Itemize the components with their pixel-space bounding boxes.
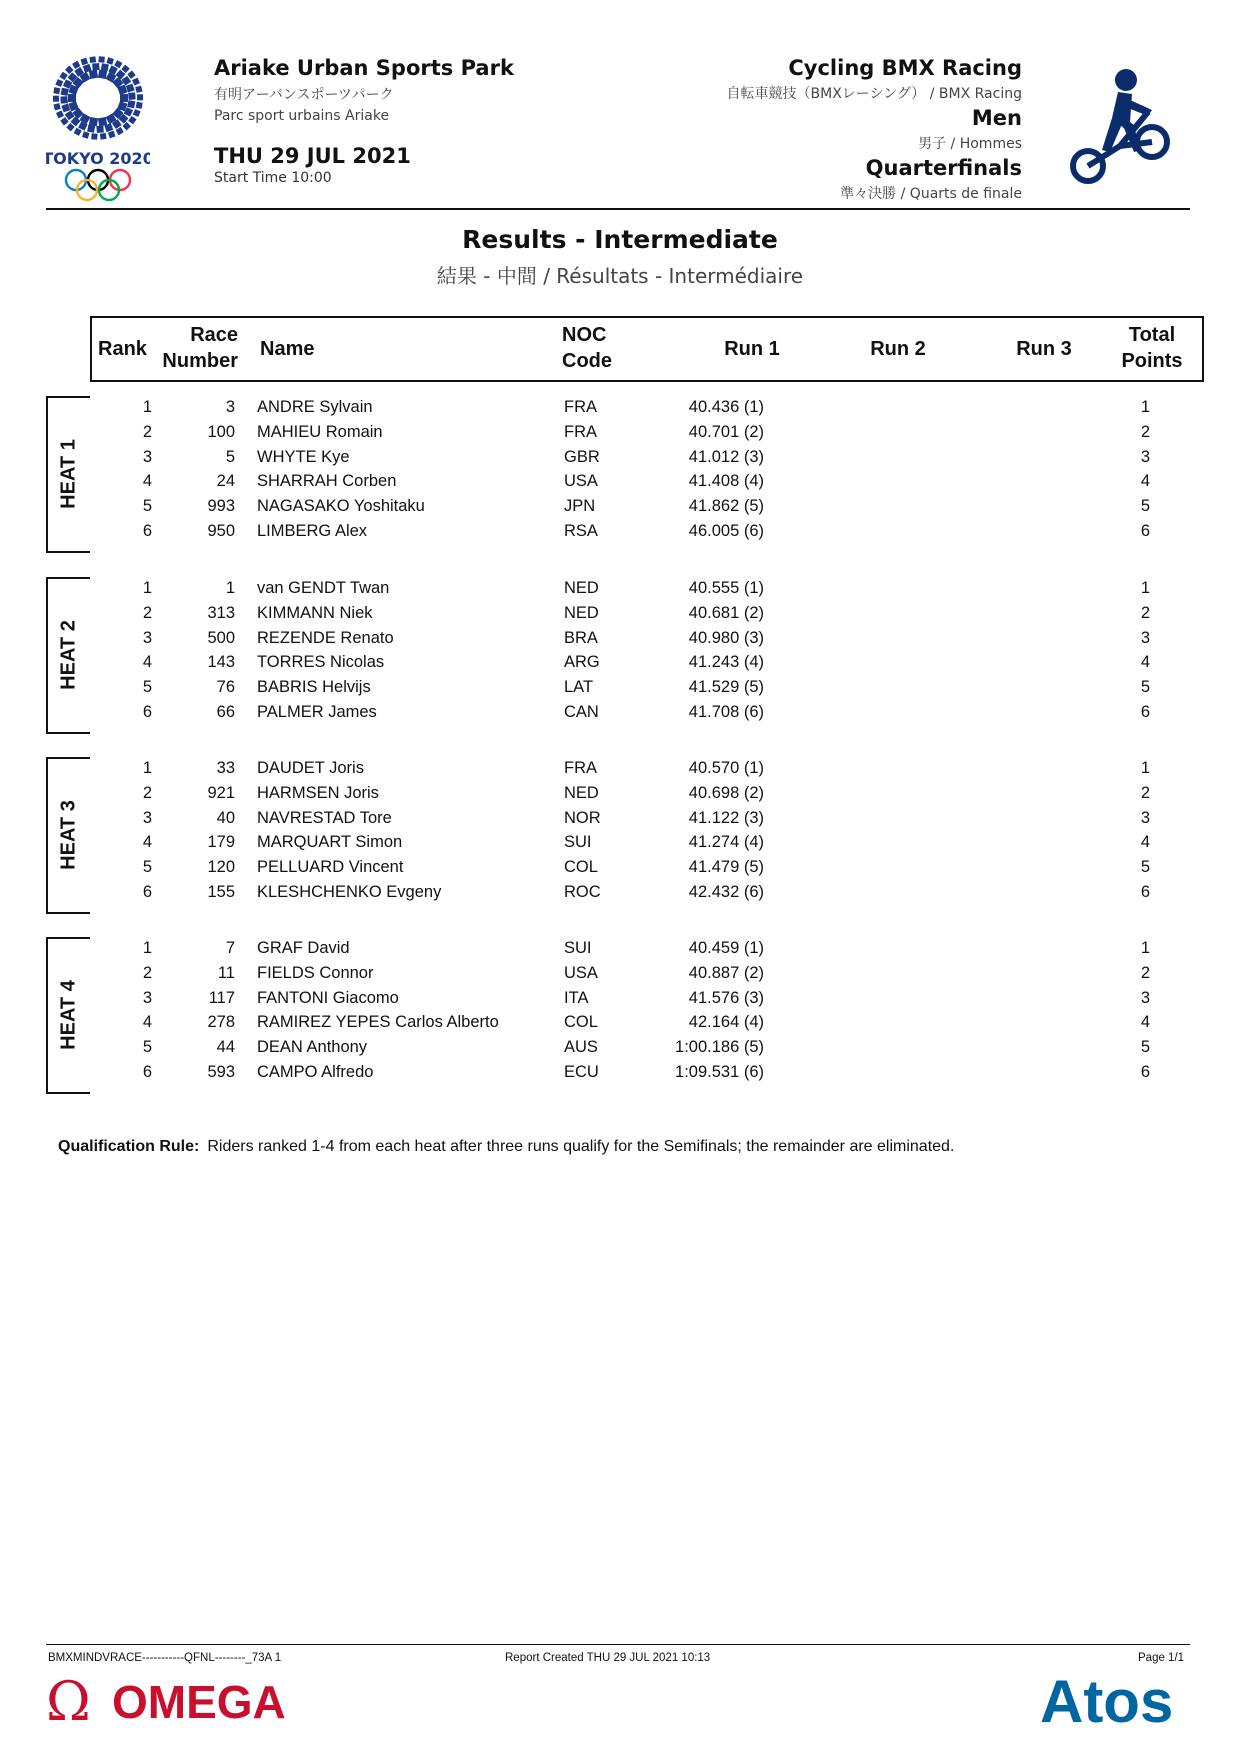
run1-cell: 41.274 (4) bbox=[688, 833, 764, 852]
name-cell: PALMER James bbox=[257, 703, 377, 721]
discipline: Cycling BMX Racing bbox=[788, 56, 1022, 80]
race-number-cell: 66 bbox=[216, 703, 235, 721]
race-number-cell: 921 bbox=[207, 783, 235, 802]
total-points-cell: 3 bbox=[1140, 808, 1150, 827]
run1-cell: 40.698 (2) bbox=[688, 783, 764, 802]
venue-name-ja: 有明アーバンスポーツパーク bbox=[214, 87, 394, 103]
name-cell: HARMSEN Joris bbox=[257, 783, 379, 802]
footer-divider bbox=[46, 1644, 1190, 1645]
atos-logo bbox=[1040, 1668, 1192, 1730]
page-number: Page 1/1 bbox=[1138, 1652, 1185, 1664]
run1-cell: 41.479 (5) bbox=[688, 858, 764, 877]
report-title: Results - Intermediate bbox=[462, 225, 778, 254]
table-row bbox=[0, 495, 1240, 520]
rank-cell: 4 bbox=[142, 472, 152, 491]
total-points-cell: 2 bbox=[1140, 963, 1150, 982]
race-number-cell: 117 bbox=[208, 988, 235, 1007]
heat-label: HEAT 4 bbox=[57, 980, 80, 1051]
noc-cell: JPN bbox=[564, 497, 596, 516]
run1-cell: 40.436 (1) bbox=[688, 398, 764, 416]
total-points-cell: 6 bbox=[1140, 522, 1150, 540]
race-number-cell: 3 bbox=[225, 398, 235, 416]
report-code: BMXMINDVRACE-----------QFNL--------_73A 1 bbox=[48, 1652, 282, 1664]
total-points-cell: 4 bbox=[1140, 833, 1150, 852]
name-cell: BABRIS Helvijs bbox=[257, 678, 371, 697]
race-number-cell: 33 bbox=[216, 759, 235, 777]
svg-text:OMEGA: OMEGA bbox=[112, 1676, 286, 1728]
table-row bbox=[0, 602, 1240, 627]
gender-sub: 男子 / Hommes bbox=[918, 136, 1022, 152]
table-row bbox=[0, 676, 1240, 701]
run1-cell: 41.408 (4) bbox=[688, 472, 764, 491]
run1-cell: 41.122 (3) bbox=[688, 808, 764, 827]
table-row bbox=[0, 807, 1240, 832]
svg-text:Atos: Atos bbox=[1040, 1668, 1174, 1730]
name-cell: FIELDS Connor bbox=[257, 963, 374, 982]
rank-cell: 1 bbox=[142, 759, 152, 777]
race-number-cell: 593 bbox=[207, 1063, 235, 1081]
race-number-cell: 120 bbox=[207, 858, 235, 877]
total-points-cell: 1 bbox=[1140, 398, 1150, 416]
noc-cell: BRA bbox=[564, 628, 598, 647]
run1-cell: 40.701 (2) bbox=[688, 422, 764, 441]
name-cell: MAHIEU Romain bbox=[257, 422, 383, 441]
start-time: Start Time 10:00 bbox=[214, 170, 332, 186]
rank-cell: 4 bbox=[142, 1013, 152, 1032]
noc-cell: FRA bbox=[564, 398, 597, 416]
name-cell: TORRES Nicolas bbox=[257, 653, 385, 672]
table-row bbox=[0, 881, 1240, 906]
name-cell: NAGASAKO Yoshitaku bbox=[257, 497, 425, 516]
gender: Men bbox=[971, 106, 1022, 130]
race-number-cell: 7 bbox=[225, 939, 235, 957]
run1-cell: 40.980 (3) bbox=[688, 628, 764, 647]
qualification-label: Qualification Rule: bbox=[58, 1138, 200, 1155]
race-number-cell: 1 bbox=[225, 579, 235, 597]
race-number-cell: 155 bbox=[207, 883, 235, 901]
rank-cell: 1 bbox=[142, 398, 152, 416]
run1-cell: 41.243 (4) bbox=[688, 653, 764, 672]
name-cell: WHYTE Kye bbox=[257, 447, 350, 466]
name-cell: DAUDET Joris bbox=[257, 759, 364, 777]
heat-label: HEAT 1 bbox=[57, 439, 80, 510]
noc-cell: NOR bbox=[564, 808, 601, 827]
results-table-header bbox=[90, 316, 1204, 382]
name-cell: NAVRESTAD Tore bbox=[257, 808, 392, 827]
table-row bbox=[0, 782, 1240, 807]
col-rank: Rank bbox=[98, 338, 147, 360]
race-number-cell: 179 bbox=[207, 833, 235, 852]
rank-cell: 2 bbox=[142, 783, 152, 802]
total-points-cell: 6 bbox=[1140, 883, 1150, 901]
noc-cell: CAN bbox=[564, 703, 599, 721]
name-cell: LIMBERG Alex bbox=[257, 522, 368, 540]
rank-cell: 6 bbox=[142, 1063, 152, 1081]
col-noc: NOC Code bbox=[562, 324, 612, 372]
tokyo-2020-emblem-icon bbox=[53, 56, 143, 140]
rank-cell: 6 bbox=[142, 522, 152, 540]
report-created: Report Created THU 29 JUL 2021 10:13 bbox=[505, 1652, 711, 1664]
race-number-cell: 278 bbox=[207, 1013, 235, 1032]
rank-cell: 5 bbox=[142, 497, 152, 516]
heat-label: HEAT 3 bbox=[57, 800, 80, 871]
rank-cell: 5 bbox=[142, 1038, 152, 1057]
rank-cell: 1 bbox=[142, 579, 152, 597]
qualification-text: Riders ranked 1-4 from each heat after three runs qualify for the Semifinals; the remainder are eliminated. bbox=[207, 1138, 955, 1155]
total-points-cell: 3 bbox=[1140, 628, 1150, 647]
col-run3: Run 3 bbox=[1016, 338, 1072, 360]
noc-cell: USA bbox=[564, 963, 598, 982]
race-number-cell: 993 bbox=[207, 497, 235, 516]
noc-cell: LAT bbox=[564, 678, 594, 697]
qualification-rule bbox=[58, 1138, 954, 1156]
name-cell: ANDRE Sylvain bbox=[257, 398, 373, 416]
noc-cell: NED bbox=[564, 603, 599, 622]
total-points-cell: 4 bbox=[1140, 472, 1150, 491]
total-points-cell: 2 bbox=[1140, 603, 1150, 622]
tokyo-2020-wordmark: TOKYO 2020 bbox=[46, 149, 150, 168]
race-number-cell: 100 bbox=[207, 422, 235, 441]
run1-cell: 41.576 (3) bbox=[688, 988, 764, 1007]
run1-cell: 40.887 (2) bbox=[688, 963, 764, 982]
noc-cell: NED bbox=[564, 783, 599, 802]
noc-cell: AUS bbox=[564, 1038, 598, 1057]
rank-cell: 2 bbox=[142, 603, 152, 622]
rank-cell: 3 bbox=[142, 988, 152, 1007]
col-name: Name bbox=[260, 338, 315, 360]
phase-sub: 準々決勝 / Quarts de finale bbox=[840, 186, 1022, 202]
bmx-pictogram-icon bbox=[1068, 66, 1172, 192]
name-cell: DEAN Anthony bbox=[257, 1038, 368, 1057]
svg-text:Ω: Ω bbox=[46, 1672, 91, 1728]
name-cell: CAMPO Alfredo bbox=[257, 1063, 374, 1081]
rank-cell: 4 bbox=[142, 833, 152, 852]
run1-cell: 41.862 (5) bbox=[688, 497, 764, 516]
total-points-cell: 5 bbox=[1140, 497, 1150, 516]
heat-label: HEAT 2 bbox=[57, 620, 80, 691]
race-number-cell: 5 bbox=[225, 447, 235, 466]
total-points-cell: 5 bbox=[1140, 678, 1150, 697]
table-row bbox=[0, 470, 1240, 495]
run1-cell: 40.459 (1) bbox=[688, 939, 764, 957]
report-subtitle: 結果 - 中間 / Résultats - Intermédiaire bbox=[436, 264, 804, 288]
table-row bbox=[0, 1061, 1240, 1086]
noc-cell: SUI bbox=[564, 939, 592, 957]
rank-cell: 6 bbox=[142, 703, 152, 721]
discipline-sub: 自転車競技（BMXレーシング） / BMX Racing bbox=[726, 86, 1022, 102]
tokyo-2020-logo bbox=[46, 54, 150, 204]
col-race-number: Race Number bbox=[162, 324, 238, 372]
noc-cell: FRA bbox=[564, 422, 597, 441]
noc-cell: COL bbox=[564, 1013, 598, 1032]
table-row bbox=[0, 627, 1240, 652]
table-row bbox=[0, 757, 1240, 782]
run1-cell: 1:09.531 (6) bbox=[675, 1063, 764, 1081]
race-number-cell: 143 bbox=[207, 653, 235, 672]
table-row bbox=[0, 396, 1240, 421]
race-number-cell: 40 bbox=[216, 808, 235, 827]
table-row bbox=[0, 446, 1240, 471]
run1-cell: 40.681 (2) bbox=[688, 603, 764, 622]
run1-cell: 1:00.186 (5) bbox=[675, 1038, 764, 1057]
noc-cell: FRA bbox=[564, 759, 597, 777]
col-run2: Run 2 bbox=[870, 338, 926, 360]
name-cell: RAMIREZ YEPES Carlos Alberto bbox=[257, 1013, 499, 1032]
rank-cell: 5 bbox=[142, 858, 152, 877]
noc-cell: NED bbox=[564, 579, 599, 597]
rank-cell: 1 bbox=[142, 939, 152, 957]
table-row bbox=[0, 987, 1240, 1012]
total-points-cell: 4 bbox=[1140, 1013, 1150, 1032]
col-total-points: Total Points bbox=[1121, 324, 1183, 372]
race-number-cell: 950 bbox=[207, 522, 235, 540]
run1-cell: 46.005 (6) bbox=[688, 522, 764, 540]
name-cell: FANTONI Giacomo bbox=[257, 988, 399, 1007]
name-cell: REZENDE Renato bbox=[257, 628, 394, 647]
run1-cell: 40.555 (1) bbox=[688, 579, 764, 597]
noc-cell: RSA bbox=[564, 522, 598, 540]
table-row bbox=[0, 831, 1240, 856]
total-points-cell: 2 bbox=[1140, 422, 1150, 441]
total-points-cell: 1 bbox=[1140, 579, 1150, 597]
race-number-cell: 44 bbox=[216, 1038, 235, 1057]
table-row bbox=[0, 1011, 1240, 1036]
race-number-cell: 76 bbox=[216, 678, 235, 697]
rank-cell: 3 bbox=[142, 808, 152, 827]
run1-cell: 40.570 (1) bbox=[688, 759, 764, 777]
run1-cell: 42.432 (6) bbox=[688, 883, 764, 901]
event-date: THU 29 JUL 2021 bbox=[214, 144, 411, 168]
total-points-cell: 5 bbox=[1140, 858, 1150, 877]
table-row bbox=[0, 701, 1240, 726]
noc-cell: SUI bbox=[564, 833, 592, 852]
noc-cell: ROC bbox=[564, 883, 601, 901]
rank-cell: 4 bbox=[142, 653, 152, 672]
run1-cell: 41.529 (5) bbox=[688, 678, 764, 697]
omega-logo bbox=[46, 1672, 326, 1728]
total-points-cell: 3 bbox=[1140, 988, 1150, 1007]
total-points-cell: 6 bbox=[1140, 1063, 1150, 1081]
name-cell: GRAF David bbox=[257, 939, 350, 957]
venue-name: Ariake Urban Sports Park bbox=[214, 56, 514, 80]
total-points-cell: 3 bbox=[1140, 447, 1150, 466]
run1-cell: 41.708 (6) bbox=[688, 703, 764, 721]
phase: Quarterfinals bbox=[865, 156, 1022, 180]
table-row bbox=[0, 1036, 1240, 1061]
name-cell: van GENDT Twan bbox=[257, 579, 390, 597]
name-cell: KIMMANN Niek bbox=[257, 603, 373, 622]
table-row bbox=[0, 421, 1240, 446]
rank-cell: 6 bbox=[142, 883, 152, 901]
total-points-cell: 1 bbox=[1140, 759, 1150, 777]
race-number-cell: 313 bbox=[207, 603, 235, 622]
race-number-cell: 500 bbox=[207, 628, 235, 647]
run1-cell: 41.012 (3) bbox=[688, 447, 764, 466]
table-row bbox=[0, 520, 1240, 545]
noc-cell: ECU bbox=[564, 1063, 599, 1081]
noc-cell: COL bbox=[564, 858, 598, 877]
name-cell: MARQUART Simon bbox=[257, 833, 403, 852]
race-number-cell: 11 bbox=[217, 963, 235, 982]
col-run1: Run 1 bbox=[724, 338, 780, 360]
table-row bbox=[0, 651, 1240, 676]
rank-cell: 5 bbox=[142, 678, 152, 697]
race-number-cell: 24 bbox=[216, 472, 235, 491]
name-cell: PELLUARD Vincent bbox=[257, 858, 404, 877]
rank-cell: 2 bbox=[142, 963, 152, 982]
table-row bbox=[0, 856, 1240, 881]
venue-block bbox=[214, 56, 514, 186]
total-points-cell: 1 bbox=[1140, 939, 1150, 957]
venue-name-fr: Parc sport urbains Ariake bbox=[214, 108, 390, 124]
rank-cell: 2 bbox=[142, 422, 152, 441]
name-cell: SHARRAH Corben bbox=[257, 472, 397, 491]
rank-cell: 3 bbox=[142, 628, 152, 647]
total-points-cell: 2 bbox=[1140, 783, 1150, 802]
noc-cell: ITA bbox=[564, 988, 589, 1007]
noc-cell: USA bbox=[564, 472, 598, 491]
noc-cell: GBR bbox=[564, 447, 600, 466]
noc-cell: ARG bbox=[564, 653, 600, 672]
table-row bbox=[0, 577, 1240, 602]
total-points-cell: 6 bbox=[1140, 703, 1150, 721]
total-points-cell: 5 bbox=[1140, 1038, 1150, 1057]
run1-cell: 42.164 (4) bbox=[688, 1013, 764, 1032]
header-divider bbox=[46, 208, 1190, 210]
table-row bbox=[0, 937, 1240, 962]
table-row bbox=[0, 962, 1240, 987]
name-cell: KLESHCHENKO Evgeny bbox=[257, 883, 442, 901]
olympic-rings-icon bbox=[66, 170, 130, 200]
rank-cell: 3 bbox=[142, 447, 152, 466]
event-block bbox=[727, 56, 1022, 206]
total-points-cell: 4 bbox=[1140, 653, 1150, 672]
